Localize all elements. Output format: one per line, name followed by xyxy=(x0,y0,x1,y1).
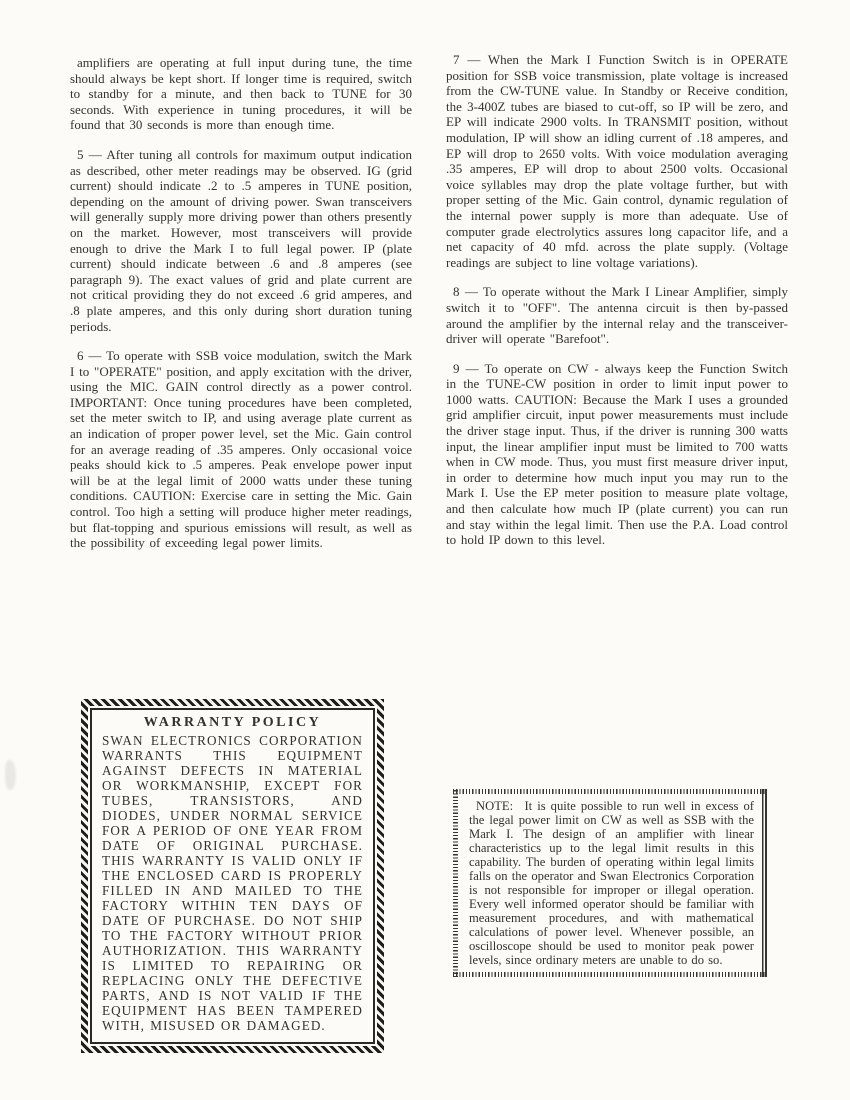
paragraph-7: 7 — When the Mark I Function Switch is in OPERATE position for SSB voice transmission, plate voltage is increased from the CW-TUNE value. In Standby or Receive condition, the 3-400Z tubes are biased to cut-off, so IP will be zero, and EP will indicate 2900 volts. In TRANSMIT position, without modulation, IP will show an idling current of .18 amperes, and EP will drop to 2650 volts. With voice modulation averaging .35 amperes, EP will drop to about 2500 volts. Occasional voice syllables may drop the plate voltage further, but with proper setting of the Mic. Gain control, dynamic regulation of the internal power supply is more than adequate. Use of computer grade electrolytics assures long capacitor life, and a net capacity of 40 mfd. across the plate supply. (Voltage readings are subject to line voltage variations). xyxy=(446,52,788,270)
note-label: NOTE: xyxy=(476,799,520,813)
warranty-policy-title: WARRANTY POLICY xyxy=(143,715,322,730)
scan-artifact xyxy=(5,760,16,790)
note-box xyxy=(453,789,767,977)
note-box-border-bottom xyxy=(453,972,767,977)
note-box-border-left xyxy=(453,789,458,977)
paragraph-5: 5 — After tuning all controls for maximum output indication as described, other meter readings may be observed. IG (grid current) should indicate .2 to .5 amperes in TUNE position, depending on the amount of driving power. Swan transceivers will generally supply more driving power than others presently on the market. However, most transceivers will provide enough to drive the Mark I to full legal power. IP (plate current) should indicate between .6 and .8 amperes (see paragraph 9). The exact values of grid and plate current are not critical providing they do not exceed .6 grid amperes, and .8 plate amperes, and this only during short duration tuning periods. xyxy=(70,146,412,334)
paragraph-6: 6 — To operate with SSB voice modulation, switch the Mark I to "OPERATE" position, and apply excitation with the driver, using the MIC. GAIN control directly as a power control. IMPORTANT: Once tuning procedures have been completed, set the meter switch to IP, and using average plate current as an indication of proper power level, set the Mic. Gain control for an average reading of .35 amperes. Only occasional voice peaks should kick to .5 amperes. Peak envelope power input will be at the legal limit of 2000 watts under these tuning conditions. CAUTION: Exercise care in setting the Mic. Gain control. Too high a setting will produce higher meter readings, but flat-topping and spurious emissions will result, as well as the possibility of exceeding legal power limits. xyxy=(70,348,412,551)
paragraph-9: 9 — To operate on CW - always keep the Function Switch in the TUNE-CW position in order to limit input power to 1000 watts. CAUTION: Because the Mark I uses a grounded grid amplifier circuit, input power measurements must include the driver stage input. Thus, if the driver is running 300 watts input, the linear amplifier input must be limited to 700 watts when in CW mode. Thus, you must first measure driver input, in order to determine how much input you may run to the Mark I. Use the EP meter position to measure plate voltage, and then calculate how much IP (plate current) you can run and stay within the legal limit. Then use the P.A. Load control to hold IP down to this level. xyxy=(446,360,788,548)
left-column xyxy=(70,55,412,565)
note-text xyxy=(469,799,754,967)
note-box-border-top xyxy=(453,789,767,794)
note-box-border-right xyxy=(762,789,767,977)
paragraph-continuation: amplifiers are operating at full input during tune, the time should always be kept short. If longer time is required, switch to standby for a minute, and then back to TUNE for 30 seconds. With experience in tuning procedures, it will be found that 30 seconds is more than enough time. xyxy=(70,55,412,133)
warranty-policy-inner-frame xyxy=(90,708,375,1044)
warranty-policy-text: SWAN ELECTRONICS CORPORATION WARRANTS THIS EQUIPMENT AGAINST DEFECTS IN MATERIAL OR WORKMANSHIP, EXCEPT FOR TUBES, TRANSISTORS, AND DIODES, UNDER NORMAL SERVICE FOR A PERIOD OF ONE YEAR FROM DATE OF ORIGINAL PURCHASE. THIS WARRANTY IS VALID ONLY IF THE ENCLOSED CARD IS PROPERLY FILLED IN AND MAILED TO THE FACTORY WITHIN TEN DAYS OF DATE OF PURCHASE. DO NOT SHIP TO THE FACTORY WITHOUT PRIOR AUTHORIZATION. THIS WARRANTY IS LIMITED TO REPAIRING OR REPLACING ONLY THE DEFECTIVE PARTS, AND IS NOT VALID IF THE EQUIPMENT HAS BEEN TAMPERED WITH, MISUSED OR DAMAGED. xyxy=(102,733,363,1033)
paragraph-8: 8 — To operate without the Mark I Linear Amplifier, simply switch it to "OFF". The antenna circuit is then by-passed around the amplifier by the internal relay and the transceiver-driver will operate "Barefoot". xyxy=(446,284,788,347)
warranty-policy-box xyxy=(81,699,384,1053)
note-body: It is quite possible to run well in excess of the legal power limit on CW as well as SSB with the Mark I. The design of an amplifier with linear characteristics up to the legal limit results in this capability. The burden of operating within legal limits falls on the operator and Swan Electronics Corporation is not responsible for improper or illegal operation. Every well informed operator should be familiar with measurement procedures, and with mathematical calculations of power level. Whenever possible, an oscilloscope should be used to monitor peak power levels, since ordinary meters are unable to do so. xyxy=(469,799,755,967)
right-column xyxy=(446,52,788,562)
